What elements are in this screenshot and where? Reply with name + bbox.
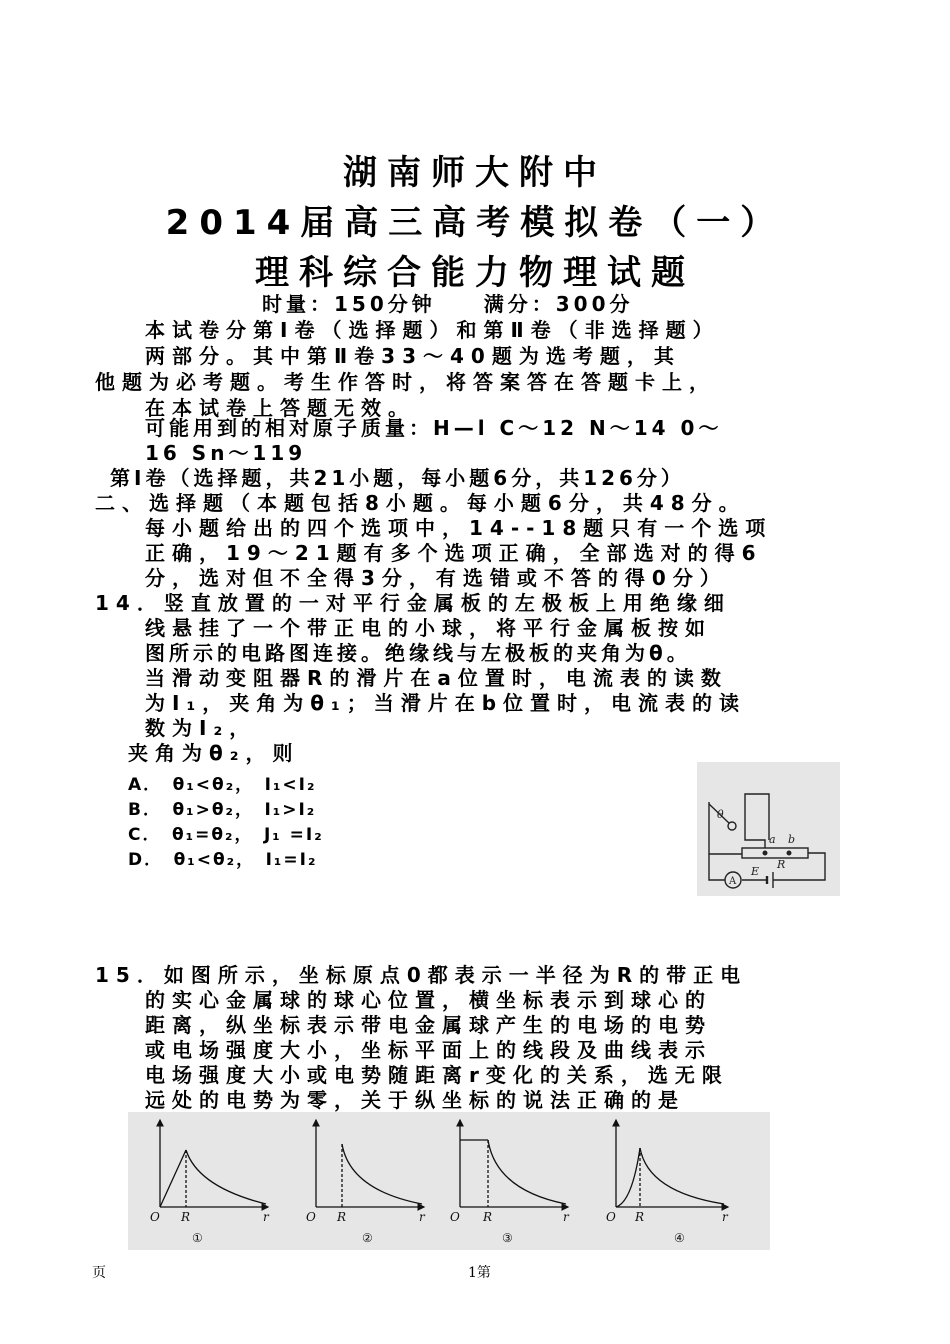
graph-3 (450, 1120, 570, 1245)
r-label: R (181, 1210, 191, 1224)
decay-curve (342, 1144, 422, 1204)
graph-number: ② (362, 1231, 373, 1245)
axis-label: r (263, 1210, 269, 1224)
q15-line: 远处的电势为零，关于纵坐标的说法正确的是 (145, 1088, 685, 1112)
axis-label: r (563, 1210, 569, 1224)
exam-meta: 时量：150分钟 满分：300分 (262, 292, 634, 316)
q14-line: 线悬挂了一个带正电的小球，将平行金属板按如 (145, 616, 712, 640)
wire (745, 834, 765, 848)
part2-line: 每小题给出的四个选项中，14--18题只有一个选项 (145, 516, 773, 540)
q14-option-c: C． θ₁=θ₂， J₁ =I₂ (128, 825, 324, 845)
slider-point-b (787, 851, 791, 855)
q15-graphs-figure (128, 1112, 770, 1250)
graph-number: ① (192, 1231, 203, 1245)
q14-option-a: A． θ₁<θ₂， I₁<I₂ (128, 775, 317, 795)
r-label: R (635, 1210, 645, 1224)
decay-curve (640, 1148, 724, 1204)
decay-curve (488, 1140, 566, 1204)
part2-line: 正确，19～21题有多个选项正确，全部选对的得6 (145, 541, 763, 565)
q15-line: 15．如图所示，坐标原点0都表示一半径为R的带正电 (95, 963, 748, 987)
q15-line: 或电场强度大小，坐标平面上的线段及曲线表示 (145, 1038, 712, 1062)
rheostat-r (742, 848, 808, 858)
label-e: E (751, 865, 760, 878)
r-label: R (483, 1210, 493, 1224)
q14-option-b: B． θ₁>θ₂， I₁>I₂ (128, 800, 317, 820)
intro-line: 两部分。其中第Ⅱ卷33～40题为选考题，其 (145, 344, 681, 368)
linear-segment (160, 1150, 186, 1207)
origin-label: O (306, 1210, 316, 1224)
intro-line: 16 Sn～119 (145, 441, 307, 465)
part1-heading: 第Ⅰ卷（选择题，共21小题，每小题6分，共126分） (110, 466, 685, 490)
q15-line: 的实心金属球的球心位置，横坐标表示到球心的 (145, 988, 712, 1012)
axis-label: r (419, 1210, 425, 1224)
q14-line: 图所示的电路图连接。绝缘线与左极板的夹角为θ。 (145, 641, 691, 665)
axis-label: r (722, 1210, 728, 1224)
footer-left: 页 (92, 1265, 106, 1281)
label-r: R (777, 858, 786, 871)
r-label: R (337, 1210, 347, 1224)
graph-2 (306, 1120, 426, 1245)
q14-line: 当滑动变阻器R的滑片在a位置时，电流表的读数 (145, 666, 728, 690)
school-title: 湖南师大附中 (343, 153, 607, 193)
origin-label: O (150, 1210, 160, 1224)
theta-label: θ (717, 808, 724, 821)
slider-point-a (763, 851, 767, 855)
rising-curve (616, 1148, 640, 1207)
part2-line: 分，选对但不全得3分，有选错或不答的得0分） (145, 566, 727, 590)
subject-title: 理科综合能力物理试题 (255, 253, 695, 293)
intro-line: 可能用到的相对原子质量：H—l C～12 N～14 0～ (145, 416, 723, 440)
q14-line: 夹角为θ₂，则 (128, 741, 300, 765)
intro-line: 本试卷分第Ⅰ卷（选择题）和第Ⅱ卷（非选择题） (145, 318, 720, 342)
label-b: b (788, 833, 796, 846)
exam-title: 2014届高三高考模拟卷（一） (165, 203, 785, 243)
wire (709, 834, 742, 854)
q14-line: 14．竖直放置的一对平行金属板的左极板上用绝缘细 (95, 591, 731, 615)
origin-label: O (450, 1210, 460, 1224)
q14-line: 为I₁，夹角为θ₁；当滑片在b位置时，电流表的读 (145, 691, 747, 715)
decay-curve (186, 1150, 266, 1204)
q15-line: 距离，纵坐标表示带电金属球产生的电场的电势 (145, 1013, 712, 1037)
ammeter-label: A (729, 876, 737, 887)
graph-number: ④ (674, 1231, 685, 1245)
wire (709, 854, 725, 880)
intro-line: 在本试卷上答题无效。 (145, 396, 415, 420)
footer-page: 1第 (468, 1265, 491, 1281)
q14-circuit-figure (697, 762, 840, 896)
q15-line: 电场强度大小或电势随距离r变化的关系，选无限 (145, 1063, 729, 1087)
graph-number: ③ (502, 1231, 513, 1245)
charged-ball (728, 822, 736, 830)
intro-line: 他题为必考题。考生作答时，将答案答在答题卡上， (95, 370, 716, 394)
q14-line: 数为I₂， (145, 716, 257, 740)
graph-4 (606, 1120, 729, 1245)
graph-1 (150, 1120, 270, 1245)
label-a: a (769, 833, 776, 846)
part2-line: 二、选择题（本题包括8小题。每小题6分，共48分。 (95, 491, 746, 515)
origin-label: O (606, 1210, 616, 1224)
q14-option-d: D． θ₁<θ₂， I₁=I₂ (128, 850, 318, 870)
wire (745, 794, 769, 840)
